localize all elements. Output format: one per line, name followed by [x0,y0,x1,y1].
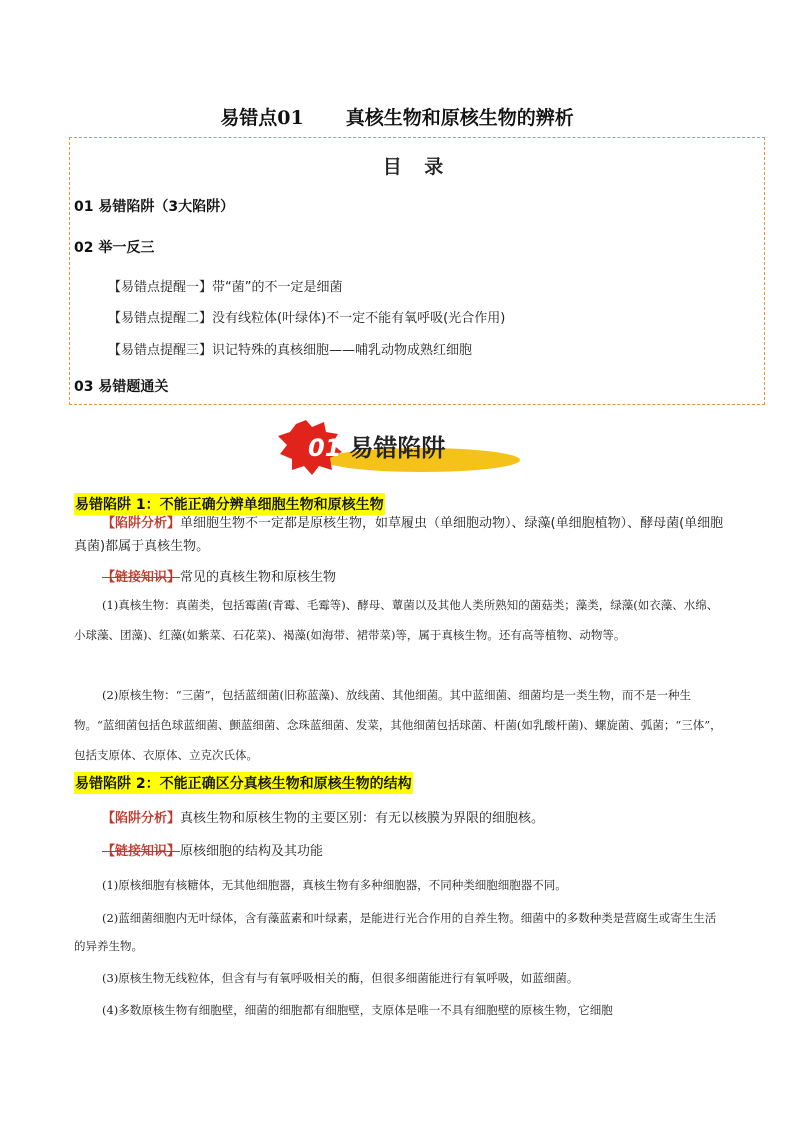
trap-2-paragraph-2: (2)蓝细菌细胞内无叶绿体，含有藻蓝素和叶绿素，是能进行光合作用的自养生物。细菌中的多数种类是营腐生或寄生生活的异养生物。 [74,911,717,953]
trap-1-analysis-text: 单细胞生物不一定都是原核生物，如草履虫（单细胞动物）、绿藻(单细胞植物）、酵母菌(单细胞真菌)都属于真核生物。 [74,516,724,554]
toc-reminder-2[interactable]: 【易错点提醒二】没有线粒体(叶绿体)不一定不能有氧呼吸(光合作用) [108,311,506,326]
trap-2-link [74,840,724,863]
trap-2-analysis-text: 真核生物和原核生物的主要区别：有无以核膜为界限的细胞核。 [180,811,545,826]
trap-2-paragraph-1: (1)原核细胞有核糖体，无其他细胞器，真核生物有多种细胞器，不同种类细胞细胞器不同。 [102,878,567,892]
toc-reminder-1[interactable]: 【易错点提醒一】带“菌”的不一定是细菌 [108,280,343,295]
analysis-label: 【陷阱分析】 [102,516,181,531]
table-of-contents [69,137,765,405]
analysis-label: 【陷阱分析】 [102,811,181,826]
toc-section-3[interactable]: 03 易错题通关 [74,379,169,395]
trap-1-link [74,566,724,589]
toc-heading: 目 录 [382,156,452,178]
trap-1-title: 易错陷阱 1：不能正确分辨单细胞生物和原核生物 [74,493,385,515]
trap-1-paragraph-1: (1)真核生物：真菌类，包括霉菌(青霉、毛霉等)、酵母、蕈菌以及其他人类所熟知的菌菇类；藻类，绿藻(如衣藻、水绵、小球藻、团藻)、红藻(如紫菜、石花菜)、褐藻(如海带、裙带菜)等，属于真核生物。还有高等植物、动物等。 [74,598,719,642]
trap-1-paragraph-2: (2)原核生物：“三菌”，包括蓝细菌(旧称蓝藻)、放线菌、其他细菌。其中蓝细菌、细菌均是一类生物，而不是一种生物。“蓝细菌包括色球蓝细菌、颤蓝细菌、念珠蓝细菌、发菜，其他细菌包括球菌、杆菌(如乳酸杆菌)、螺旋菌、弧菌；“三体”，包括支原体、衣原体、立克次氏体。 [74,688,722,762]
banner-number: 01 [308,434,342,462]
trap-2-paragraph-3: (3)原核生物无线粒体，但含有与有氧呼吸相关的酶，但很多细菌能进行有氧呼吸，如蓝细菌。 [102,971,579,985]
page-title-code: 易错点01 [220,107,304,129]
toc-section-2[interactable]: 02 举一反三 [74,240,155,256]
page-title [0,103,794,130]
trap-1-link-text: 常见的真核生物和原核生物 [180,570,337,585]
trap-2-paragraph-4: (4)多数原核生物有细胞壁，细菌的细胞都有细胞壁，支原体是唯一不具有细胞壁的原核生物，它细胞 [102,1003,613,1017]
banner-title: 易错陷阱 [349,434,446,462]
toc-section-1[interactable]: 01 易错陷阱（3大陷阱） [74,199,235,215]
trap-2-link-text: 原核细胞的结构及其功能 [180,844,324,859]
page-title-topic: 真核生物和原核生物的辨析 [345,107,574,129]
section-banner [272,418,522,476]
trap-2-analysis [74,807,724,830]
link-label: 【链接知识】 [102,570,181,585]
trap-1-analysis [74,512,724,558]
link-label: 【链接知识】 [102,844,181,859]
toc-reminder-3[interactable]: 【易错点提醒三】识记特殊的真核细胞——哺乳动物成熟红细胞 [108,343,473,358]
trap-2-title: 易错陷阱 2：不能正确区分真核生物和原核生物的结构 [74,772,413,794]
